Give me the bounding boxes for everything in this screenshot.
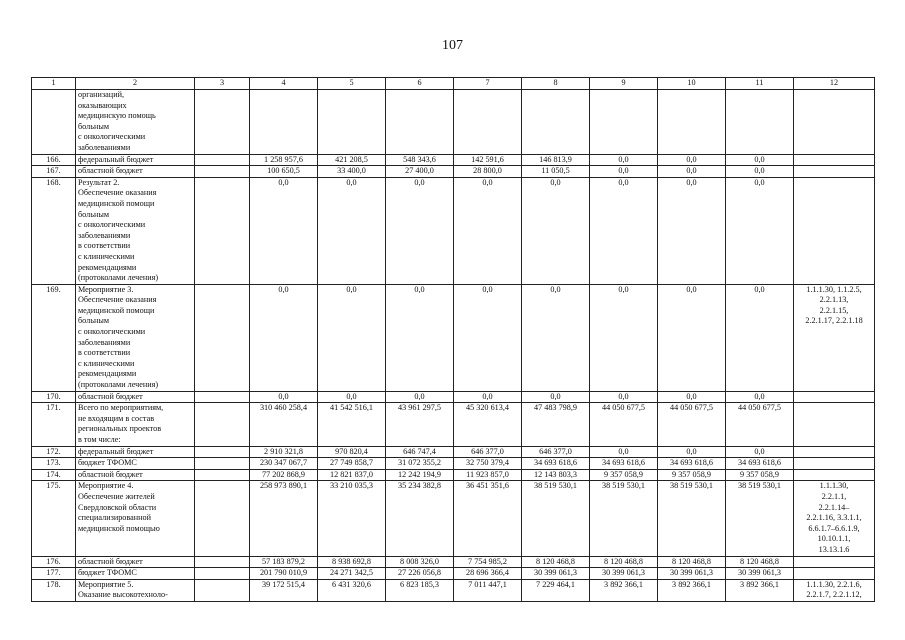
table-row <box>32 579 875 601</box>
column3-cell <box>195 481 250 556</box>
column3-cell <box>195 391 250 403</box>
year7-cell: 30 399 061,3 <box>726 568 794 580</box>
year4-cell: 38 519 530,1 <box>522 481 590 556</box>
target-refs-cell <box>794 446 875 458</box>
year5-cell: 0,0 <box>590 154 658 166</box>
year7-cell <box>726 90 794 155</box>
year1-cell: 24 271 342,5 <box>318 568 386 580</box>
total-cell: 39 172 515,4 <box>250 579 318 601</box>
year1-cell: 12 821 837,0 <box>318 469 386 481</box>
year4-cell: 0,0 <box>522 284 590 391</box>
year1-cell: 0,0 <box>318 284 386 391</box>
row-number-cell: 166. <box>32 154 76 166</box>
year5-cell: 34 693 618,6 <box>590 458 658 470</box>
year1-cell: 33 400,0 <box>318 166 386 178</box>
year4-cell: 646 377,0 <box>522 446 590 458</box>
year1-cell: 0,0 <box>318 177 386 284</box>
row-number-cell: 177. <box>32 568 76 580</box>
year3-cell: 7 011 447,1 <box>454 579 522 601</box>
table-row <box>32 177 875 284</box>
year6-cell: 0,0 <box>658 154 726 166</box>
column3-cell <box>195 556 250 568</box>
column3-cell <box>195 458 250 470</box>
column3-cell <box>195 284 250 391</box>
column-header: 5 <box>318 78 386 90</box>
table-row <box>32 446 875 458</box>
column-header: 6 <box>386 78 454 90</box>
description-cell: Мероприятие 5. Оказание высокотехноло- <box>76 579 195 601</box>
total-cell: 310 460 258,4 <box>250 403 318 446</box>
row-number-cell: 175. <box>32 481 76 556</box>
row-number-cell: 170. <box>32 391 76 403</box>
year2-cell: 0,0 <box>386 391 454 403</box>
year5-cell: 8 120 468,8 <box>590 556 658 568</box>
year3-cell: 32 750 379,4 <box>454 458 522 470</box>
year6-cell: 3 892 366,1 <box>658 579 726 601</box>
year1-cell <box>318 90 386 155</box>
table-row <box>32 391 875 403</box>
year4-cell: 12 143 803,3 <box>522 469 590 481</box>
year4-cell: 30 399 061,3 <box>522 568 590 580</box>
year1-cell: 8 938 692,8 <box>318 556 386 568</box>
column-header: 8 <box>522 78 590 90</box>
year7-cell: 44 050 677,5 <box>726 403 794 446</box>
year5-cell: 0,0 <box>590 284 658 391</box>
table-row <box>32 458 875 470</box>
budget-table <box>31 77 875 602</box>
year3-cell: 0,0 <box>454 391 522 403</box>
column3-cell <box>195 166 250 178</box>
year6-cell: 38 519 530,1 <box>658 481 726 556</box>
total-cell: 0,0 <box>250 284 318 391</box>
year7-cell: 0,0 <box>726 154 794 166</box>
column-header: 9 <box>590 78 658 90</box>
target-refs-cell <box>794 154 875 166</box>
target-refs-cell: 1.1.1.30, 2.2.1.1, 2.2.1.14– 2.2.1.16, 3.3.1.1, 6.6.1.7–6.6.1.9, 10.10.1.1, 13.13.1.6 <box>794 481 875 556</box>
target-refs-cell <box>794 90 875 155</box>
year3-cell: 7 754 985,2 <box>454 556 522 568</box>
description-cell: Всего по мероприятиям, не входящим в состав региональных проектов в том числе: <box>76 403 195 446</box>
total-cell: 1 258 957,6 <box>250 154 318 166</box>
column3-cell <box>195 177 250 284</box>
row-number-cell: 173. <box>32 458 76 470</box>
year4-cell: 8 120 468,8 <box>522 556 590 568</box>
year1-cell: 27 749 858,7 <box>318 458 386 470</box>
column-header: 11 <box>726 78 794 90</box>
year5-cell: 30 399 061,3 <box>590 568 658 580</box>
target-refs-cell <box>794 403 875 446</box>
total-cell <box>250 90 318 155</box>
year3-cell: 11 923 857,0 <box>454 469 522 481</box>
year5-cell: 44 050 677,5 <box>590 403 658 446</box>
target-refs-cell <box>794 556 875 568</box>
year2-cell: 27 226 056,8 <box>386 568 454 580</box>
year5-cell: 0,0 <box>590 166 658 178</box>
year6-cell: 34 693 618,6 <box>658 458 726 470</box>
year7-cell: 3 892 366,1 <box>726 579 794 601</box>
year2-cell: 12 242 194,9 <box>386 469 454 481</box>
table-row <box>32 284 875 391</box>
year6-cell: 0,0 <box>658 177 726 284</box>
table-row <box>32 568 875 580</box>
year1-cell: 6 431 320,6 <box>318 579 386 601</box>
year2-cell <box>386 90 454 155</box>
table-row <box>32 403 875 446</box>
description-cell: федеральный бюджет <box>76 154 195 166</box>
year1-cell: 0,0 <box>318 391 386 403</box>
year7-cell: 34 693 618,6 <box>726 458 794 470</box>
target-refs-cell: 1.1.1.30, 1.1.2.5, 2.2.1.13, 2.2.1.15, 2.2.1.17, 2.2.1.18 <box>794 284 875 391</box>
total-cell: 230 347 067,7 <box>250 458 318 470</box>
year4-cell: 11 050,5 <box>522 166 590 178</box>
year7-cell: 0,0 <box>726 284 794 391</box>
year4-cell: 47 483 798,9 <box>522 403 590 446</box>
year3-cell: 28 800,0 <box>454 166 522 178</box>
table-row <box>32 556 875 568</box>
description-cell: Мероприятие 4. Обеспечение жителей Свердловской области специализированной медицинской помощью <box>76 481 195 556</box>
column-header: 3 <box>195 78 250 90</box>
total-cell: 0,0 <box>250 177 318 284</box>
column3-cell <box>195 90 250 155</box>
year3-cell: 28 696 366,4 <box>454 568 522 580</box>
column-header: 1 <box>32 78 76 90</box>
year2-cell: 0,0 <box>386 284 454 391</box>
row-number-cell: 176. <box>32 556 76 568</box>
row-number-cell: 178. <box>32 579 76 601</box>
year3-cell: 0,0 <box>454 284 522 391</box>
year2-cell: 35 234 382,8 <box>386 481 454 556</box>
row-number-cell <box>32 90 76 155</box>
target-refs-cell <box>794 391 875 403</box>
target-refs-cell: 1.1.1.30, 2.2.1.6, 2.2.1.7, 2.2.1.12, <box>794 579 875 601</box>
total-cell: 100 650,5 <box>250 166 318 178</box>
total-cell: 77 202 868,9 <box>250 469 318 481</box>
table-row <box>32 469 875 481</box>
year2-cell: 8 008 326,0 <box>386 556 454 568</box>
column-header: 7 <box>454 78 522 90</box>
year1-cell: 33 210 035,3 <box>318 481 386 556</box>
year5-cell: 0,0 <box>590 177 658 284</box>
target-refs-cell <box>794 177 875 284</box>
year2-cell: 43 961 297,5 <box>386 403 454 446</box>
year1-cell: 41 542 516,1 <box>318 403 386 446</box>
year6-cell: 0,0 <box>658 391 726 403</box>
year1-cell: 970 820,4 <box>318 446 386 458</box>
year6-cell <box>658 90 726 155</box>
total-cell: 2 910 321,8 <box>250 446 318 458</box>
year4-cell: 7 229 464,1 <box>522 579 590 601</box>
description-cell: областной бюджет <box>76 469 195 481</box>
year3-cell: 36 451 351,6 <box>454 481 522 556</box>
year3-cell: 142 591,6 <box>454 154 522 166</box>
year2-cell: 548 343,6 <box>386 154 454 166</box>
year6-cell: 0,0 <box>658 284 726 391</box>
total-cell: 258 973 890,1 <box>250 481 318 556</box>
target-refs-cell <box>794 458 875 470</box>
year2-cell: 27 400,0 <box>386 166 454 178</box>
description-cell: областной бюджет <box>76 166 195 178</box>
target-refs-cell <box>794 469 875 481</box>
year4-cell: 34 693 618,6 <box>522 458 590 470</box>
row-number-cell: 174. <box>32 469 76 481</box>
year6-cell: 0,0 <box>658 166 726 178</box>
year1-cell: 421 208,5 <box>318 154 386 166</box>
column3-cell <box>195 579 250 601</box>
year2-cell: 0,0 <box>386 177 454 284</box>
table-row <box>32 166 875 178</box>
year5-cell: 9 357 058,9 <box>590 469 658 481</box>
year6-cell: 8 120 468,8 <box>658 556 726 568</box>
row-number-cell: 169. <box>32 284 76 391</box>
year5-cell: 3 892 366,1 <box>590 579 658 601</box>
year4-cell <box>522 90 590 155</box>
year7-cell: 0,0 <box>726 391 794 403</box>
table-header-row <box>32 78 875 90</box>
column-header: 4 <box>250 78 318 90</box>
year2-cell: 6 823 185,3 <box>386 579 454 601</box>
row-number-cell: 172. <box>32 446 76 458</box>
year5-cell <box>590 90 658 155</box>
year3-cell: 45 320 613,4 <box>454 403 522 446</box>
column3-cell <box>195 568 250 580</box>
year4-cell: 0,0 <box>522 177 590 284</box>
description-cell: областной бюджет <box>76 391 195 403</box>
year7-cell: 0,0 <box>726 166 794 178</box>
year2-cell: 31 072 355,2 <box>386 458 454 470</box>
year6-cell: 44 050 677,5 <box>658 403 726 446</box>
description-cell: областной бюджет <box>76 556 195 568</box>
column3-cell <box>195 446 250 458</box>
year7-cell: 0,0 <box>726 446 794 458</box>
target-refs-cell <box>794 568 875 580</box>
year3-cell: 646 377,0 <box>454 446 522 458</box>
total-cell: 201 790 010,9 <box>250 568 318 580</box>
column-header: 2 <box>76 78 195 90</box>
column3-cell <box>195 403 250 446</box>
column-header: 12 <box>794 78 875 90</box>
row-number-cell: 168. <box>32 177 76 284</box>
total-cell: 57 183 879,2 <box>250 556 318 568</box>
description-cell: федеральный бюджет <box>76 446 195 458</box>
column-header: 10 <box>658 78 726 90</box>
year4-cell: 146 813,9 <box>522 154 590 166</box>
year3-cell <box>454 90 522 155</box>
target-refs-cell <box>794 166 875 178</box>
year4-cell: 0,0 <box>522 391 590 403</box>
year3-cell: 0,0 <box>454 177 522 284</box>
year7-cell: 8 120 468,8 <box>726 556 794 568</box>
table-body <box>32 78 875 602</box>
year5-cell: 38 519 530,1 <box>590 481 658 556</box>
table-row <box>32 481 875 556</box>
table-row <box>32 154 875 166</box>
year6-cell: 30 399 061,3 <box>658 568 726 580</box>
description-cell: бюджет ТФОМС <box>76 458 195 470</box>
column3-cell <box>195 154 250 166</box>
table-row <box>32 90 875 155</box>
column3-cell <box>195 469 250 481</box>
description-cell: Мероприятие 3. Обеспечение оказания медицинской помощи больным с онкологическими заболеваниями в соответствии с клиническими рекомендациями (протоколами лечения) <box>76 284 195 391</box>
total-cell: 0,0 <box>250 391 318 403</box>
row-number-cell: 171. <box>32 403 76 446</box>
row-number-cell: 167. <box>32 166 76 178</box>
page-number: 107 <box>442 38 463 53</box>
description-cell: Результат 2. Обеспечение оказания медицинской помощи больным с онкологическими заболеваниями в соответствии с клиническими рекомендациями (протоколами лечения) <box>76 177 195 284</box>
year2-cell: 646 747,4 <box>386 446 454 458</box>
year7-cell: 38 519 530,1 <box>726 481 794 556</box>
year7-cell: 9 357 058,9 <box>726 469 794 481</box>
description-cell: организаций, оказывающих медицинскую помощь больным с онкологическими заболеваниями <box>76 90 195 155</box>
year5-cell: 0,0 <box>590 446 658 458</box>
year6-cell: 9 357 058,9 <box>658 469 726 481</box>
year6-cell: 0,0 <box>658 446 726 458</box>
description-cell: бюджет ТФОМС <box>76 568 195 580</box>
year5-cell: 0,0 <box>590 391 658 403</box>
year7-cell: 0,0 <box>726 177 794 284</box>
